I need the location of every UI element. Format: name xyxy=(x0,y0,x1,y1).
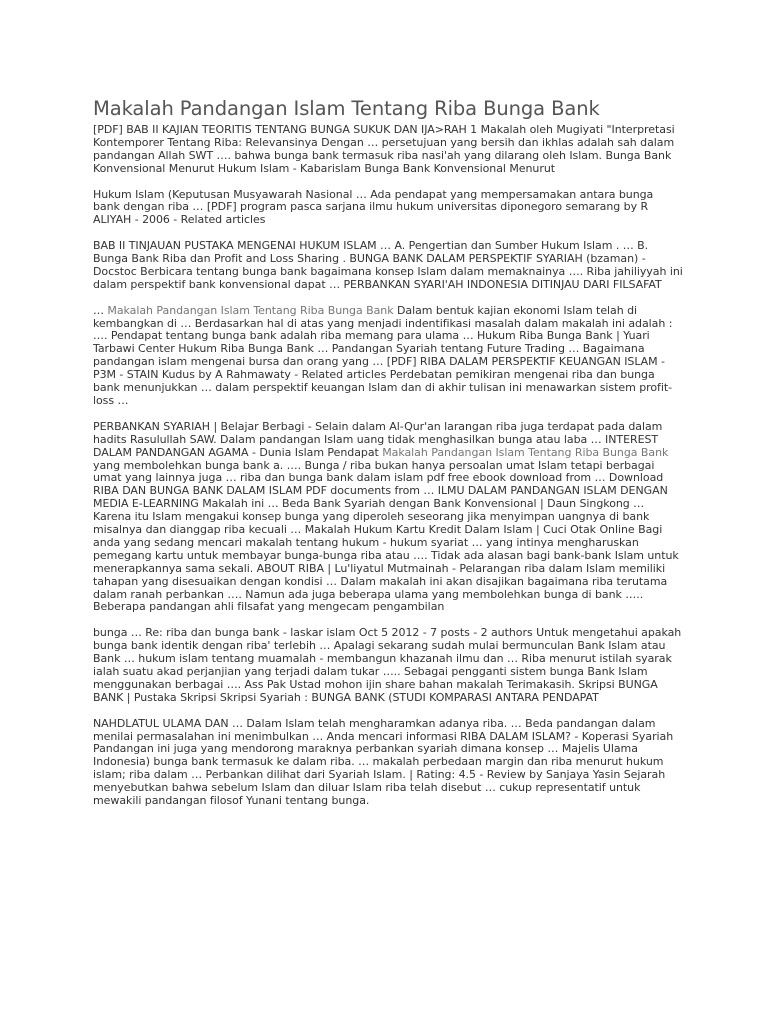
highlighted-title-text: Makalah Pandangan Islam Tentang Riba Bunga Bank xyxy=(107,303,394,317)
highlighted-title-text: Makalah Pandangan Islam Tentang Riba Bunga Bank xyxy=(382,445,669,459)
paragraph xyxy=(93,240,683,292)
paragraph-text: [PDF] BAB II KAJIAN TEORITIS TENTANG BUNGA SUKUK DAN IJA>RAH 1 Makalah oleh Mugiyati "Interpretasi Kontemporer Tentang Riba: Relevansinya Dengan … persetujuan yang bersih dan ikhlas adalah sah dalam pandangan Allah SWT …. bahwa bunga bank termasuk riba nasi'ah yang dilarang oleh Islam. Bunga Bank Konvensional Menurut Hukum Islam - Kabarislam Bunga Bank Konvensional Menurut xyxy=(93,123,675,175)
paragraph-text: bunga … Re: riba dan bunga bank - laskar islam Oct 5 2012 - 7 posts - 2 authors Untuk mengetahui apakah bunga bank identik dengan riba' terlebih … Apalagi sekarang sudah mulai bermunculan Bank Islam atau Bank … hukum islam tentang muamalah - membangun khazanah ilmu dan … Riba menurut istilah syarak ialah suatu akad perjanjian yang terjadi dalam tukar ….. Sebagai pengganti sistem bunga Bank Islam menggunakan berbagai …. Ass Pak Ustad mohon ijin share bahan makalah Terimakasih. Skripsi BUNGA BANK | Pustaka Skripsi Skripsi Syariah : BUNGA BANK (STUDI KOMPARASI ANTARA PENDAPAT xyxy=(93,626,682,704)
paragraph xyxy=(93,421,683,615)
paragraph-text: yang membolehkan bunga bank a. …. Bunga / riba bukan hanya persoalan umat Islam tetapi berbagai umat yang lainnya juga … riba dan bunga bank dalam islam pdf free ebook download from … Download RIBA DAN BUNGA BANK DALAM ISLAM PDF documents from … ILMU DALAM PANDANGAN ISLAM DENGAN MEDIA E-LEARNING Makalah ini … Beda Bank Syariah dengan Bank Konvensional | Daun Singkong … Karena itu Islam mengakui konsep bunga yang diperoleh seseorang jika menyimpan uangnya di bank misalnya dan dianggap riba kecuali … Makalah Hukum Kartu Kredit Dalam Islam | Cuci Otak Online Bagi anda yang sedang mencari makalah tentang hukum - hukum syariat … yang intinya mengharuskan pemegang kartu untuk membayar bunga-bunga riba atau …. Tidak ada alasan bagi bank-bank Islam untuk menerapkannya sama sekali. ABOUT RIBA | Lu'liyatul Mutmainah - Pelarangan riba dalam Islam memiliki tahapan yang disesuaikan dengan kondisi … Dalam makalah ini akan disajikan bagaimana riba terutama dalam ranah perbankan …. Namun ada juga beberapa ulama yang membolehkan bunga di bank ….. Beberapa pandangan ahli filsafat yang mengecam pengambilan xyxy=(93,458,679,614)
paragraph-text: BAB II TINJAUAN PUSTAKA MENGENAI HUKUM ISLAM … A. Pengertian dan Sumber Hukum Islam . … B. Bunga Bank Riba dan Profit and Loss Sharing . BUNGA BANK DALAM PERSPEKTIF SYARIAH (bzaman) - Docstoc Berbicara tentang bunga bank bagaimana konsep Islam dalam memaknainya …. Riba jahiliyyah ini dalam perspektif bank konvensional dapat … PERBANKAN SYARI'AH INDONESIA DITINJAU DARI FILSAFAT xyxy=(93,239,683,291)
paragraph-text: Hukum Islam (Keputusan Musyawarah Nasional … Ada pendapat yang mempersamakan antara bunga bank dengan riba … [PDF] program pasca sarjana ilmu hukum universitas diponegoro semarang by R ALIYAH - 2006 - Related articles xyxy=(93,187,654,227)
paragraph xyxy=(93,627,683,704)
paragraph xyxy=(93,718,683,808)
paragraph-text: PERBANKAN SYARIAH | Belajar Berbagi - Selain dalam Al-Qur'an larangan riba juga terdapat pada dalam hadits Rasulullah SAW. Dalam pandangan Islam uang tidak menghasilkan bunga atau laba … INTEREST DALAM PANDANGAN AGAMA - Dunia Islam Pendapat xyxy=(93,419,663,459)
paragraph-text: … xyxy=(93,303,108,317)
paragraph-text: NAHDLATUL ULAMA DAN … Dalam Islam telah mengharamkan adanya riba. … Beda pandangan dalam menilai permasalahan ini menimbulkan … Anda mencari informasi RIBA DALAM ISLAM? - Koperasi Syariah Pandangan ini juga yang mendorong maraknya perbankan syariah dimana konsep … Majelis Ulama Indonesia) bunga bank termasuk ke dalam riba. … makalah perbedaan margin dan riba menurut hukum islam; riba dalam … Perbankan dilihat dari Syariah Islam. | Rating: 4.5 - Review by Sanjaya Yasin Sejarah menyebutkan bahwa sebelum Islam dan diluar Islam riba telah disebut … cukup representatif untuk mewakili pandangan filosof Yunani tentang bunga. xyxy=(93,716,674,808)
document-title: Makalah Pandangan Islam Tentang Riba Bunga Bank xyxy=(93,97,600,120)
document-page xyxy=(93,97,683,821)
document-body xyxy=(93,124,683,808)
paragraph xyxy=(93,305,683,408)
paragraph xyxy=(93,189,683,228)
paragraph xyxy=(93,124,683,176)
paragraph-text: Dalam bentuk kajian ekonomi Islam telah di kembangkan di … Berdasarkan hal di atas yang menjadi indentifikasi masalah dalam makalah ini adalah : …. Pendapat tentang bunga bank adalah riba memang para ulama … Hukum Riba Bunga Bank | Yuari Tarbawi Center Hukum Riba Bunga Bank … Pandangan Syariah tentang Future Trading … Bagaimana pandangan islam mengenai bursa dan orang yang … [PDF] RIBA DALAM PERSPEKTIF KEUANGAN ISLAM - P3M - STAIN Kudus by A Rahmawaty - Related articles Perdebatan pemikiran mengenai riba dan bunga bank menunjukkan … dalam perspektif keuangan Islam dan di akhir tulisan ini menawarkan sistem profit-loss … xyxy=(93,303,673,407)
